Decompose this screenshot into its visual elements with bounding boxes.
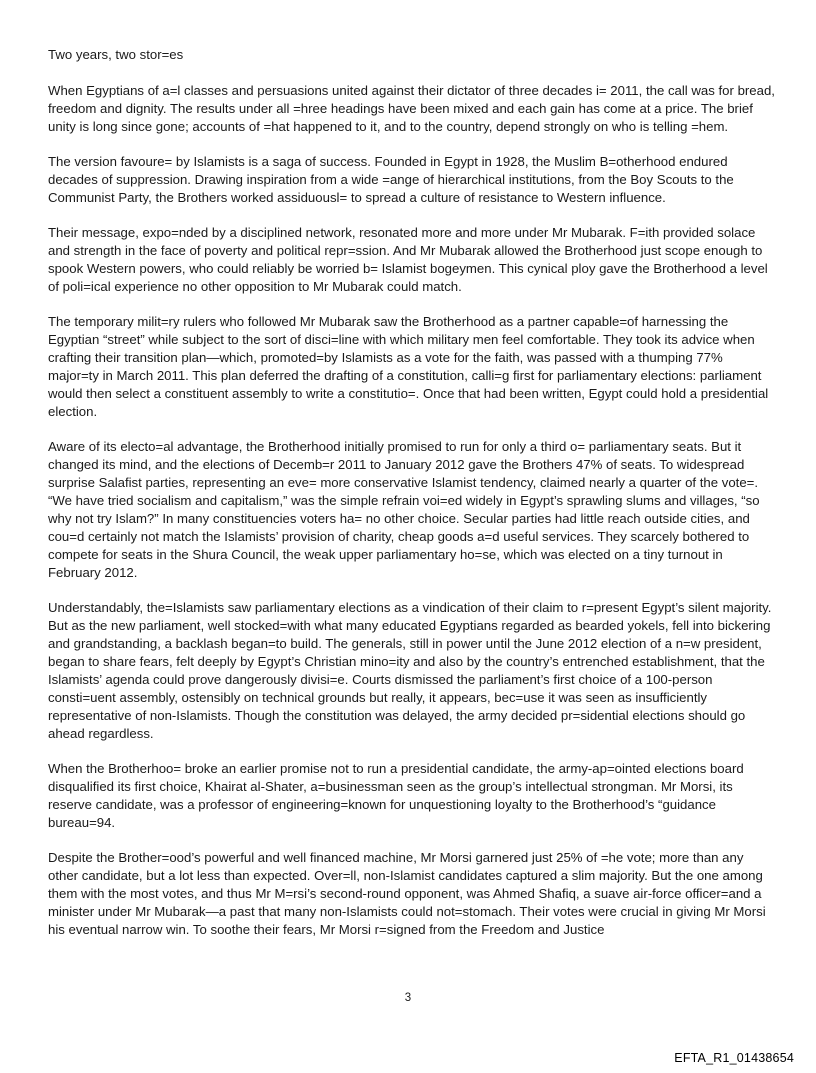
page-number: 3 xyxy=(404,992,412,1004)
document-id: EFTA_R1_01438654 xyxy=(674,1051,794,1065)
paragraph-8: Despite the Brother=ood’s powerful and well financed machine, Mr Morsi garnered just 25% of =he vote; more than any other candidate, but a lot less than expected. Over=ll, non-Islamist candidates captured a slim majority. But the one among them with the most votes, and thus Mr M=rsi’s second-round opponent, was Ahmed Shafiq, a suave air-force officer=and a minister under Mr Mubarak—a past that many non-Islamists could not=stomach. Their votes were crucial in giving Mr Morsi his eventual narrow win. To soothe their fears, Mr Morsi r=signed from the Freedom and Justice xyxy=(48,850,766,937)
paragraph-6: Understandably, the=Islamists saw parliamentary elections as a vindication of their claim to r=present Egypt’s silent majority. But as the new parliament, well stocked=with what many educated Egyptians regarded as bearded yokels, fell into bickering and grandstanding, a backlash began=to build. The generals, still in power until the June 2012 election of a n=w president, began to share fears, felt deeply by Egypt’s Christian mino=ity and also by the country’s entrenched establishment, that the Islamists’ agenda could prove dangerously divisi=e. Courts dismissed the parliament’s first choice of a 100-person consti=uent assembly, ostensibly on technical grounds but really, it appears, bec=use it was seen as insufficiently representative of non-Islamists. Though the constitution was delayed, the army decided pr=sidential elections should go ahead regardless. xyxy=(48,600,772,741)
paragraph-1: When Egyptians of a=l classes and persuasions united against their dictator of three decades i= 2011, the call was for bread, freedom and dignity. The results under all =hree headings have been mixed and each gain has come at a price. The brief unity is long since gone; accounts of =hat happened to it, and to the country, depend strongly on who is telling =hem. xyxy=(48,83,775,134)
document-title: Two years, two stor=es xyxy=(48,47,184,62)
paragraph-5: Aware of its electo=al advantage, the Brotherhood initially promised to run for only a third o= parliamentary seats. But it changed its mind, and the elections of Decemb=r 2011 to January 2012 gave the Brothers 47% of seats. To widespread surprise Salafist parties, representing an eve= more conservative Islamist tendency, claimed nearly a quarter of the vote=. “We have tried socialism and capitalism,” was the simple refrain voi=ed widely in Egypt’s sprawling slums and villages, “so why not try Islam?” In many constituencies voters ha= no other choice. Secular parties had little reach outside cities, and cou=d certainly not match the Islamists’ provision of charity, cheap goods a=d useful services. They scarcely bothered to compete for seats in the Shura Council, the weak upper parliamentary ho=se, which was elected on a tiny turnout in February 2012. xyxy=(48,439,760,580)
document-body xyxy=(48,46,776,956)
paragraph-2: The version favoure= by Islamists is a saga of success. Founded in Egypt in 1928, the Muslim B=otherhood endured decades of suppression. Drawing inspiration from a wide =ange of hierarchical institutions, from the Boy Scouts to the Communist Party, the Brothers worked assiduousl= to spread a culture of resistance to Western influence. xyxy=(48,154,734,205)
paragraph-7: When the Brotherhoo= broke an earlier promise not to run a presidential candidate, the army-ap=ointed elections board disqualified its first choice, Khairat al-Shater, a=businessman seen as the group’s intellectual strongman. Mr Morsi, its reserve candidate, was a professor of engineering=known for unquestioning loyalty to the Brotherhood’s “guidance bureau=94. xyxy=(48,761,744,830)
paragraph-3: Their message, expo=nded by a disciplined network, resonated more and more under Mr Mubarak. F=ith provided solace and strength in the face of poverty and political repr=ssion. And Mr Mubarak allowed the Brotherhood just scope enough to spook Western powers, who could reliably be worried b= Islamist bogeymen. This cynical ploy gave the Brotherhood a level of poli=ical experience no other opposition to Mr Mubarak could match. xyxy=(48,225,768,294)
paragraph-4: The temporary milit=ry rulers who followed Mr Mubarak saw the Brotherhood as a partner capable=of harnessing the Egyptian “street” while subject to the sort of disci=line with which military men feel comfortable. They took its advice when crafting their transition plan—which, promoted=by Islamists as a vote for the faith, was passed with a thumping 77% major=ty in March 2011. This plan deferred the drafting of a constitution, calli=g first for parliamentary elections: parliament would then select a constituent assembly to write a constitutio=. Once that had been written, Egypt could hold a presidential election. xyxy=(48,314,769,419)
